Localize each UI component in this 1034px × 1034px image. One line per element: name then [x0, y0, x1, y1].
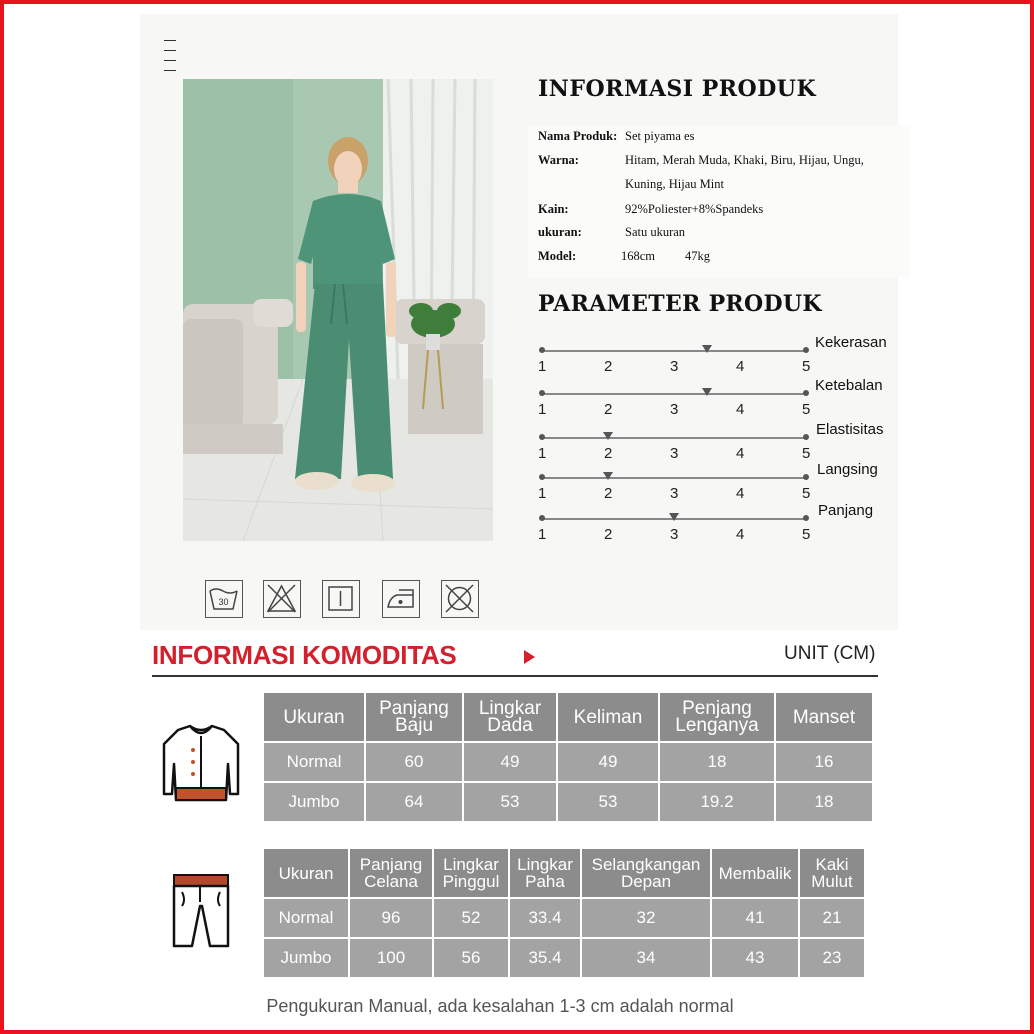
scale-number: 4	[736, 401, 745, 418]
info-value-fabric: 92%Poliester+8%Spandeks	[625, 202, 764, 216]
scale-line	[542, 350, 806, 352]
scale-marker	[669, 513, 679, 521]
table-header-cell: Kaki Mulut	[800, 849, 864, 897]
shirt-icon	[160, 724, 242, 802]
info-value-name: Set piyama es	[625, 129, 695, 143]
table-cell: 49	[464, 743, 556, 781]
scale-end-dot	[539, 474, 545, 480]
table-cell: 21	[800, 899, 864, 937]
scale-number: 4	[736, 485, 745, 502]
table-row	[264, 743, 872, 781]
unit-label: UNIT (CM)	[784, 643, 876, 664]
scale-number: 1	[538, 358, 547, 375]
scale-number: 2	[604, 358, 613, 375]
table-row	[264, 783, 872, 821]
scale-langsing	[538, 469, 811, 502]
komoditas-title: INFORMASI KOMODITAS	[152, 640, 457, 670]
scale-label: Panjang	[818, 502, 874, 519]
iron-low-icon	[382, 580, 420, 618]
info-label-size: ukuran:	[538, 225, 582, 239]
table-cell: Jumbo	[264, 939, 348, 977]
scale-ketebalan	[538, 385, 811, 418]
table-cell: 33.4	[510, 899, 580, 937]
pants-icon	[170, 872, 232, 950]
table-cell: 60	[366, 743, 462, 781]
scale-label: Langsing	[817, 461, 878, 478]
scale-elastisitas	[538, 429, 811, 462]
scale-end-dot	[539, 347, 545, 353]
info-box	[528, 125, 910, 277]
scale-number: 5	[802, 485, 811, 502]
table-cell: 16	[776, 743, 872, 781]
info-label-fabric: Kain:	[538, 202, 569, 216]
info-value-color: Hitam, Merah Muda, Khaki, Biru, Hijau, Ungu,	[625, 153, 864, 167]
scale-number: 3	[670, 526, 679, 543]
table-header-cell: Manset	[776, 693, 872, 741]
table-cell: 18	[660, 743, 774, 781]
scale-end-dot	[539, 434, 545, 440]
table-header-cell: Panjang Celana	[350, 849, 432, 897]
scale-end-dot	[539, 515, 545, 521]
table-header-row	[264, 693, 872, 741]
scale-end-dot	[803, 347, 809, 353]
info-label-model: Model:	[538, 249, 577, 263]
scale-panjang	[538, 510, 811, 543]
scale-label: Ketebalan	[815, 377, 883, 394]
scale-number: 2	[604, 485, 613, 502]
scale-marker	[702, 388, 712, 396]
scale-end-dot	[539, 390, 545, 396]
no-dryclean-icon	[441, 580, 479, 618]
info-label-color: Warna:	[538, 153, 579, 167]
info-title: INFORMASI PRODUK	[538, 76, 817, 102]
table-row	[264, 899, 864, 937]
menu-icon[interactable]	[164, 40, 176, 72]
table-header-cell: Lingkar Paha	[510, 849, 580, 897]
svg-text:30: 30	[218, 597, 229, 607]
scale-number: 5	[802, 358, 811, 375]
table-cell: 49	[558, 743, 658, 781]
table-cell: 43	[712, 939, 798, 977]
table-cell: 19.2	[660, 783, 774, 821]
no-bleach-icon	[263, 580, 301, 618]
table-cell: 35.4	[510, 939, 580, 977]
scale-end-dot	[803, 390, 809, 396]
scale-number: 2	[604, 445, 613, 462]
scale-end-dot	[803, 474, 809, 480]
scale-number: 2	[604, 526, 613, 543]
scale-marker	[603, 432, 613, 440]
table-header-cell: Keliman	[558, 693, 658, 741]
wash-30-icon	[205, 580, 243, 618]
table-cell: 41	[712, 899, 798, 937]
scale-number: 4	[736, 526, 745, 543]
table-header-cell: Ukuran	[264, 849, 348, 897]
table-cell: 64	[366, 783, 462, 821]
table-header-cell: Lingkar Pinggul	[434, 849, 508, 897]
table-header-cell: Lingkar Dada	[464, 693, 556, 741]
scale-end-dot	[803, 515, 809, 521]
table-header-cell: Panjang Baju	[366, 693, 462, 741]
scale-line	[542, 437, 806, 439]
top-size-table	[262, 691, 874, 823]
scale-line	[542, 477, 806, 479]
scale-label: Kekerasan	[815, 334, 887, 351]
scale-number: 1	[538, 485, 547, 502]
table-cell: 53	[464, 783, 556, 821]
scale-number: 3	[670, 358, 679, 375]
tumble-dry-icon	[322, 580, 360, 618]
table-cell: 52	[434, 899, 508, 937]
info-value-color-2: Kuning, Hijau Mint	[625, 177, 724, 191]
table-cell: 56	[434, 939, 508, 977]
product-photo	[183, 79, 493, 541]
scale-number: 3	[670, 401, 679, 418]
play-arrow-icon	[524, 650, 535, 664]
scale-number: 3	[670, 485, 679, 502]
footnote: Pengukuran Manual, ada kesalahan 1-3 cm adalah normal	[266, 996, 734, 1016]
scale-number: 5	[802, 445, 811, 462]
table-header-cell: Membalik	[712, 849, 798, 897]
table-cell: 23	[800, 939, 864, 977]
table-cell: 34	[582, 939, 710, 977]
info-label-name: Nama Produk:	[538, 129, 618, 143]
scale-line	[542, 393, 806, 395]
table-header-cell: Ukuran	[264, 693, 364, 741]
scale-number: 1	[538, 401, 547, 418]
table-cell: 96	[350, 899, 432, 937]
scale-number: 4	[736, 445, 745, 462]
divider	[152, 675, 878, 677]
table-cell: 32	[582, 899, 710, 937]
info-value-model-weight: 47kg	[685, 249, 710, 263]
table-cell: 100	[350, 939, 432, 977]
scale-number: 5	[802, 526, 811, 543]
scale-number: 2	[604, 401, 613, 418]
param-title: PARAMETER PRODUK	[538, 291, 822, 317]
table-header-row	[264, 849, 864, 897]
table-cell: 18	[776, 783, 872, 821]
scale-number: 4	[736, 358, 745, 375]
scale-end-dot	[803, 434, 809, 440]
bottom-size-table	[262, 847, 866, 979]
scale-number: 3	[670, 445, 679, 462]
table-cell: Jumbo	[264, 783, 364, 821]
scale-number: 1	[538, 445, 547, 462]
scale-number: 5	[802, 401, 811, 418]
table-cell: 53	[558, 783, 658, 821]
scale-label: Elastisitas	[816, 421, 884, 438]
info-value-model-height: 168cm	[621, 249, 656, 263]
table-row	[264, 939, 864, 977]
scale-marker	[702, 345, 712, 353]
table-cell: Normal	[264, 899, 348, 937]
table-header-cell: Selangkangan Depan	[582, 849, 710, 897]
info-value-size: Satu ukuran	[625, 225, 686, 239]
table-cell: Normal	[264, 743, 364, 781]
table-header-cell: Penjang Lenganya	[660, 693, 774, 741]
scale-marker	[603, 472, 613, 480]
scale-number: 1	[538, 526, 547, 543]
scale-kekerasan	[538, 342, 811, 375]
